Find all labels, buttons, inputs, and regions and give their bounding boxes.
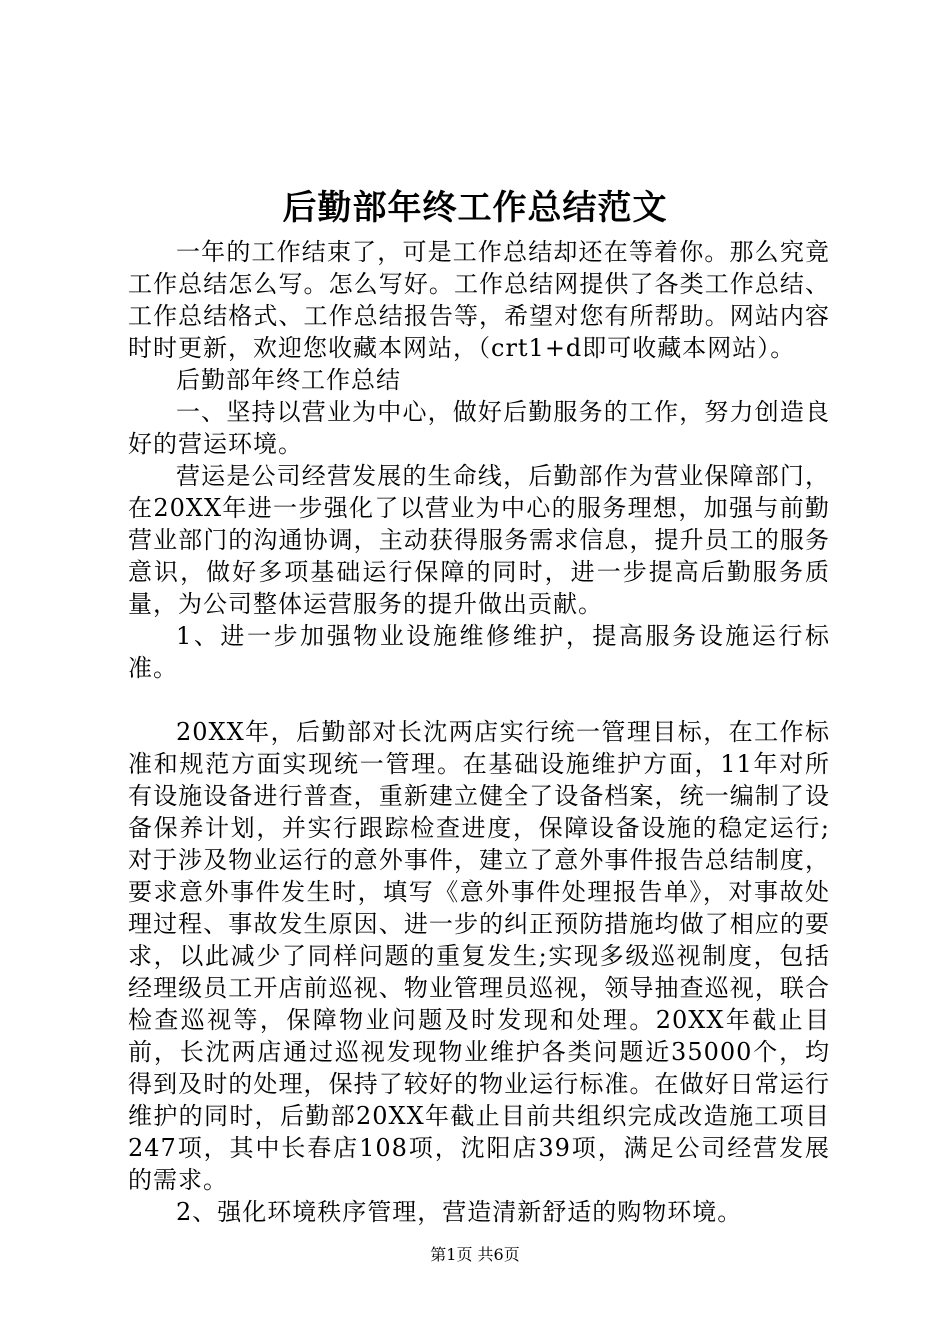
paragraph-section-1: 一、坚持以营业为中心，做好后勤服务的工作，努力创造良好的营运环境。 (128, 398, 830, 458)
paragraph-maintenance: 20XX年，后勤部对长沈两店实行统一管理目标，在工作标准和规范方面实现统一管理。在基础设施维护方面，11年对所有设施设备进行普查，重新建立健全了设备档案，统一编制了设备保养计划，并实行跟踪检查进度，保障设备设施的稳定运行;对于涉及物业运行的意外事件，建立了意外事件报告总结制度，要求意外事件发生时，填写《意外事件处理报告单》，对事故处理过程、事故发生原因、进一步的纠正预防措施均做了相应的要求，以此减少了同样问题的重复发生;实现多级巡视制度，包括经理级员工开店前巡视、物业管理员巡视，领导抽查巡视，联合检查巡视等，保障物业问题及时发现和处理。20XX年截止目前，长沈两店通过巡视发现物业维护各类问题近35000个，均得到及时的处理，保持了较好的物业运行标准。在做好日常运行维护的同时，后勤部20XX年截止目前共组织完成改造施工项目247项，其中长春店108项，沈阳店39项，满足公司经营发展的需求。 (128, 718, 830, 1194)
page-number: 第1页 共6页 (430, 1245, 520, 1264)
document-body (128, 236, 830, 1228)
paragraph-item-1: 1、进一步加强物业设施维修维护，提高服务设施运行标准。 (128, 622, 830, 682)
paragraph-intro: 一年的工作结束了，可是工作总结却还在等着你。那么究竟工作总结怎么写。怎么写好。工作总结网提供了各类工作总结、工作总结格式、工作总结报告等，希望对您有所帮助。网站内容时时更新，欢迎您收藏本网站，（crt1+d即可收藏本网站）。 (128, 238, 830, 362)
paragraph-subtitle: 后勤部年终工作总结 (176, 366, 401, 394)
paragraph-item-2: 2、强化环境秩序管理，营造清新舒适的购物环境。 (176, 1198, 743, 1226)
paragraph-operations: 营运是公司经营发展的生命线，后勤部作为营业保障部门，在20XX年进一步强化了以营业为中心的服务理想，加强与前勤营业部门的沟通协调，主动获得服务需求信息，提升员工的服务意识，做好多项基础运行保障的同时，进一步提高后勤服务质量，为公司整体运营服务的提升做出贡献。 (128, 462, 830, 618)
document-title: 后勤部年终工作总结范文 (282, 188, 668, 228)
